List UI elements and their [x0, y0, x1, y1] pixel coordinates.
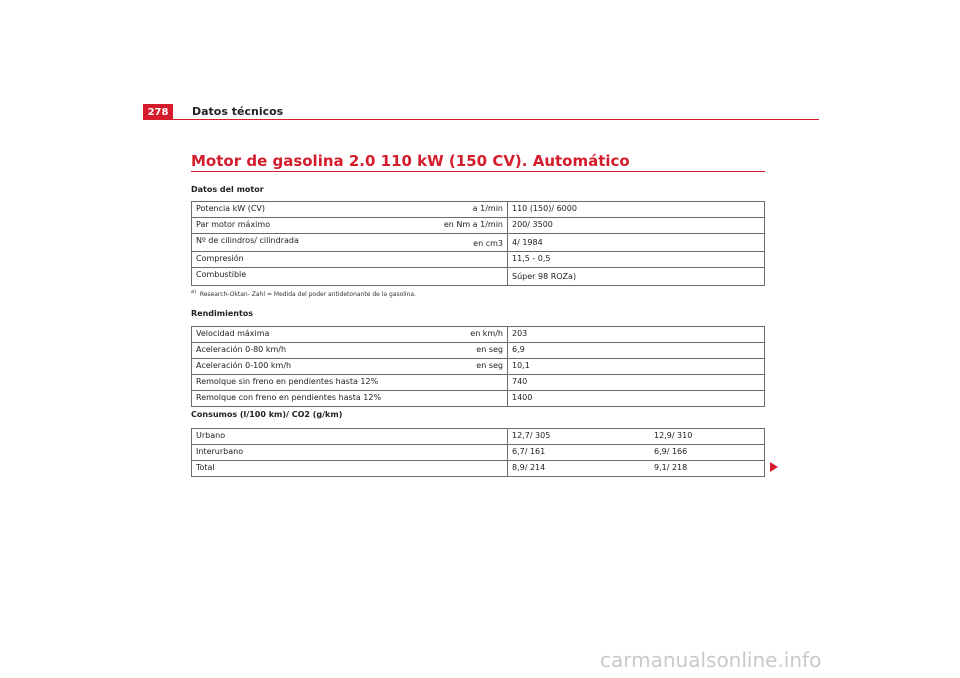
table-row — [192, 252, 765, 268]
row-label: Aceleración 0-80 km/h — [196, 345, 287, 354]
row-value-2: 9,1/ 218 — [650, 461, 765, 477]
table-row — [192, 218, 765, 234]
row-label: Interurbano — [192, 445, 508, 461]
rendimientos-table — [191, 326, 765, 407]
row-value: 1400 — [508, 391, 765, 407]
footnote-text: Research-Oktan- Zahl = Medida del poder antidetonante de la gasolina. — [199, 291, 416, 298]
table-row — [192, 375, 765, 391]
consumos-table — [191, 428, 765, 477]
consumos-heading: Consumos (l/100 km)/ CO2 (g/km) — [191, 410, 343, 419]
row-label: Par motor máximo — [196, 220, 271, 229]
table-row — [192, 327, 765, 343]
table-row — [192, 391, 765, 407]
table-row — [192, 445, 765, 461]
row-value: 6,9 — [508, 343, 765, 359]
footnote-mark: a) — [191, 289, 197, 295]
table-row — [192, 202, 765, 218]
table-row — [192, 343, 765, 359]
table-row — [192, 359, 765, 375]
row-value-1: 6,7/ 161 — [508, 445, 651, 461]
row-unit: a 1/min — [472, 204, 503, 213]
row-unit: en km/h — [470, 329, 503, 338]
running-title: Datos técnicos — [192, 105, 284, 118]
row-value-1: 8,9/ 214 — [508, 461, 651, 477]
row-value: Súper 98 ROZa) — [508, 268, 765, 286]
row-label: Potencia kW (CV) — [196, 204, 266, 213]
row-value: 11,5 - 0,5 — [508, 252, 765, 268]
row-label: Remolque sin freno en pendientes hasta 12% — [196, 377, 379, 386]
row-value: 110 (150)/ 6000 — [508, 202, 765, 218]
row-unit: en cm3 — [473, 239, 503, 248]
motor-table — [191, 201, 765, 286]
row-label: Total — [192, 461, 508, 477]
motor-heading: Datos del motor — [191, 185, 264, 194]
row-value: 4/ 1984 — [508, 234, 765, 252]
row-value: 200/ 3500 — [508, 218, 765, 234]
row-value: 10,1 — [508, 359, 765, 375]
table-row — [192, 234, 765, 252]
header-rule — [143, 119, 819, 120]
watermark: carmanualsonline.info — [600, 648, 822, 672]
table-row — [192, 461, 765, 477]
row-label: Velocidad máxima — [196, 329, 270, 338]
footnote — [191, 289, 416, 298]
row-label: Compresión — [196, 254, 244, 263]
section-title: Motor de gasolina 2.0 110 kW (150 CV). Automático — [191, 152, 630, 170]
row-label: Nº de cilindros/ cilindrada — [196, 236, 299, 245]
row-unit: en Nm a 1/min — [443, 220, 503, 229]
row-label: Urbano — [192, 429, 508, 445]
row-value-1: 12,7/ 305 — [508, 429, 651, 445]
next-page-arrow-icon — [770, 462, 778, 472]
row-value-2: 6,9/ 166 — [650, 445, 765, 461]
table-row — [192, 268, 765, 286]
rendimientos-heading: Rendimientos — [191, 309, 254, 318]
row-value: 203 — [508, 327, 765, 343]
row-label: Remolque con freno en pendientes hasta 12% — [196, 393, 382, 402]
row-label: Aceleración 0-100 km/h — [196, 361, 292, 370]
row-label: Combustible — [196, 270, 247, 279]
row-value: 740 — [508, 375, 765, 391]
page-number: 278 — [143, 104, 173, 120]
row-value-2: 12,9/ 310 — [650, 429, 765, 445]
row-unit: en seg — [476, 361, 503, 370]
row-unit: en seg — [476, 345, 503, 354]
table-row — [192, 429, 765, 445]
title-rule — [191, 171, 765, 172]
